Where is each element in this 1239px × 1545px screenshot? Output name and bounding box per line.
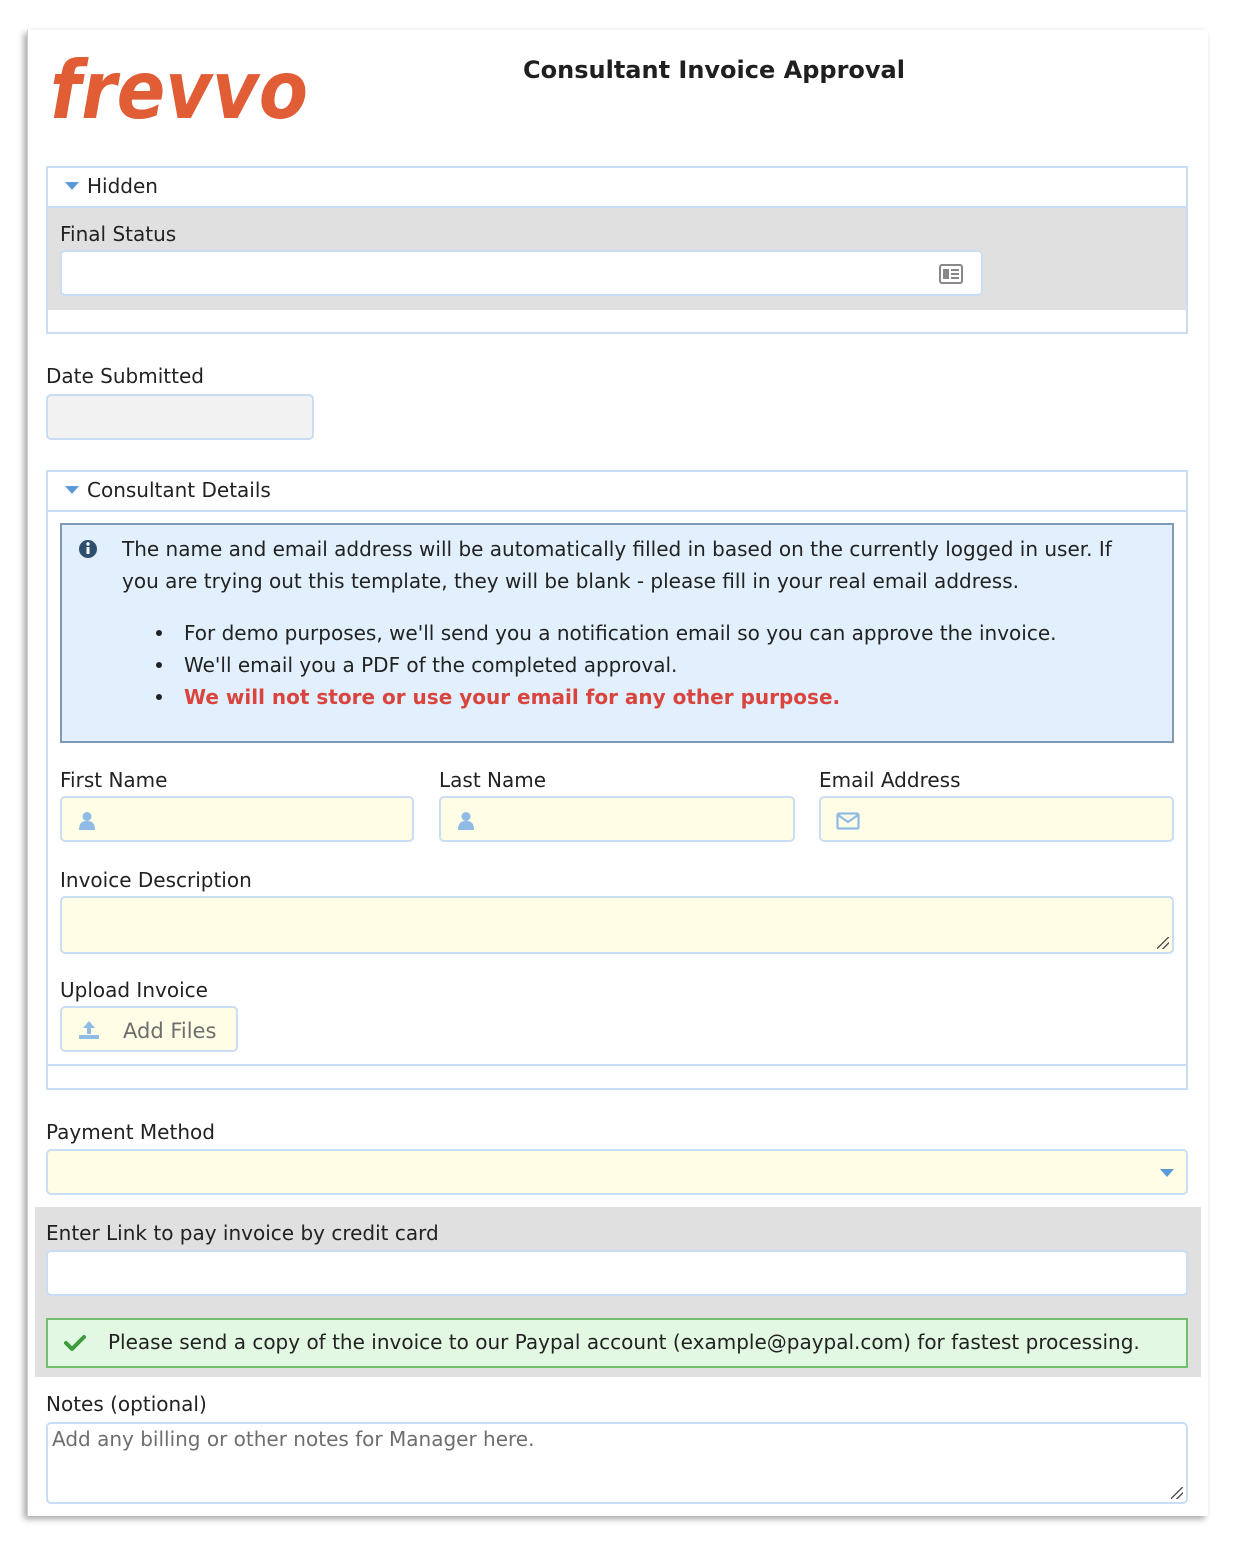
notes-textarea[interactable] [46, 1422, 1188, 1504]
invoice-description-textarea[interactable] [60, 896, 1174, 954]
payment-method-label: Payment Method [46, 1120, 215, 1144]
credit-card-link-input[interactable] [46, 1250, 1188, 1296]
chevron-down-icon [1160, 1169, 1174, 1177]
notes-placeholder: Add any billing or other notes for Manager here. [52, 1427, 535, 1451]
info-bullet-list [156, 617, 1146, 713]
info-bullet: For demo purposes, we'll send you a notification email so you can approve the invoice. [156, 617, 1146, 649]
info-bullet: We'll email you a PDF of the completed approval. [156, 649, 1146, 681]
final-status-label: Final Status [60, 222, 177, 246]
form-page [27, 30, 1208, 1516]
last-name-input[interactable] [439, 796, 795, 842]
envelope-icon [836, 812, 860, 830]
invoice-description-label: Invoice Description [60, 868, 252, 892]
upload-invoice-label: Upload Invoice [60, 978, 208, 1002]
info-circle-icon [78, 539, 98, 559]
logo-text: frevvo [50, 44, 308, 137]
id-card-icon [939, 264, 963, 284]
last-name-label: Last Name [439, 768, 547, 792]
info-message [60, 523, 1174, 743]
consultant-details-section [46, 470, 1188, 1090]
page-title: Consultant Invoice Approval [523, 56, 905, 84]
hidden-section-header[interactable] [48, 168, 1186, 208]
info-bullet-warning: We will not store or use your email for any other purpose. [156, 681, 1146, 713]
info-text: The name and email address will be automatically filled in based on the currently logged in user. If you are trying out this template, they will be blank - please fill in your real email address. [122, 537, 1112, 593]
credit-card-section [35, 1207, 1201, 1377]
hidden-section [46, 166, 1188, 334]
resize-grip-icon[interactable] [1157, 937, 1169, 949]
add-files-button[interactable] [60, 1006, 238, 1052]
final-status-input[interactable] [60, 250, 983, 296]
upload-icon [78, 1020, 100, 1040]
frevvo-logo [46, 44, 316, 144]
payment-method-select[interactable] [46, 1149, 1188, 1195]
email-input[interactable] [819, 796, 1174, 842]
user-icon [457, 811, 475, 831]
credit-card-link-label: Enter Link to pay invoice by credit card [46, 1221, 439, 1245]
user-icon [78, 811, 96, 831]
date-submitted-input[interactable] [46, 394, 314, 440]
email-label: Email Address [819, 768, 961, 792]
check-icon [64, 1334, 86, 1352]
notes-label: Notes (optional) [46, 1392, 207, 1416]
consultant-details-header[interactable] [48, 472, 1186, 512]
consultant-details-title: Consultant Details [87, 478, 271, 502]
first-name-label: First Name [60, 768, 168, 792]
final-status-control [48, 208, 1186, 310]
collapse-caret-icon[interactable] [65, 182, 79, 190]
date-submitted-label: Date Submitted [46, 364, 204, 388]
hidden-section-title: Hidden [87, 174, 158, 198]
section-divider [48, 1064, 1186, 1066]
collapse-caret-icon[interactable] [65, 486, 79, 494]
first-name-input[interactable] [60, 796, 414, 842]
paypal-success-message [46, 1318, 1188, 1368]
add-files-label: Add Files [123, 1019, 217, 1043]
paypal-message-text: Please send a copy of the invoice to our Paypal account (example@paypal.com) for fastest processing. [108, 1330, 1140, 1354]
resize-grip-icon[interactable] [1171, 1487, 1183, 1499]
